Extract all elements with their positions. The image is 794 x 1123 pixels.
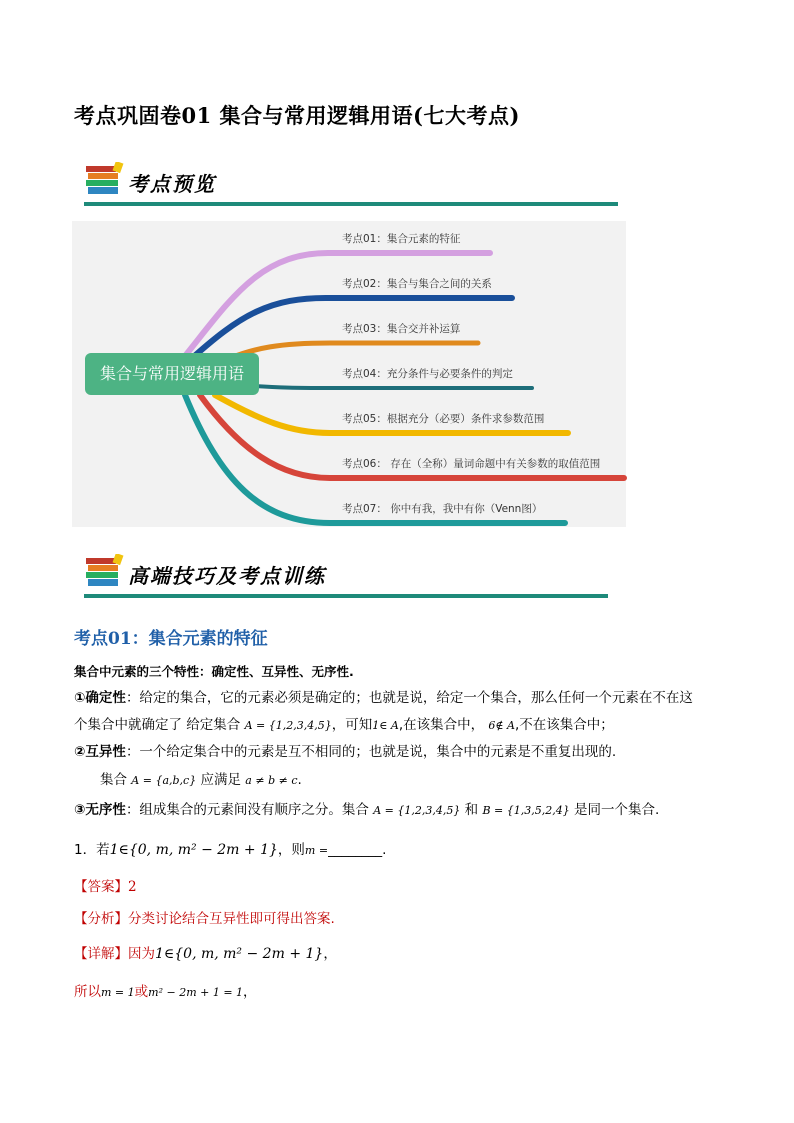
text: ,不在该集合中；: [515, 717, 614, 733]
text: 应满足: [196, 772, 246, 788]
formula: 1∈ A: [372, 719, 399, 732]
mindmap-branch-label: 考点02：集合与集合之间的关系: [342, 278, 492, 290]
term: ①确定性: [74, 690, 126, 706]
term: ②互异性: [74, 744, 126, 760]
mindmap-branch-label: 考点04：充分条件与必要条件的判定: [342, 368, 513, 380]
text: ,在该集合中，: [398, 717, 489, 733]
answer-value: 2: [128, 879, 137, 895]
mindmap-center-node: 集合与常用逻辑用语: [85, 353, 259, 395]
formula: 6∉ A: [488, 719, 516, 732]
formula: m =: [304, 844, 329, 857]
text: 是同一个集合.: [569, 802, 660, 818]
solution-line: [74, 982, 257, 1003]
paragraph-unordered: [74, 800, 659, 821]
text: ，: [243, 984, 257, 1000]
text: ：给定的集合，它的元素必须是确定的；也就是说，给定一个集合，那么任何一个元素在不在这: [125, 690, 693, 706]
intro-text: 集合中元素的三个特性：确定性、互异性、无序性.: [74, 664, 354, 679]
text: 集合: [100, 772, 132, 788]
detail-line: [74, 944, 337, 964]
detail-tag: 【详解】: [74, 946, 128, 962]
text: 或: [134, 984, 149, 1000]
mindmap-branch-label: 考点01：集合元素的特征: [342, 233, 461, 245]
formula: A = {1,2,3,4,5}: [244, 719, 332, 732]
formula: A = {1,2,3,4,5}: [373, 804, 461, 817]
paragraph-distinctness-example: [100, 770, 302, 791]
formula: m² − 2m + 1 = 1: [148, 986, 244, 999]
text: 个集合中就确定了 给定集合: [74, 717, 245, 733]
training-banner: [84, 550, 608, 598]
answer-blank: ________: [328, 842, 383, 858]
detail-text: 因为: [128, 946, 155, 962]
books-icon: [84, 554, 124, 588]
text: .: [297, 772, 302, 788]
section-title: 考点01：集合元素的特征: [74, 629, 268, 649]
text: ：一个给定集合中的元素是互不相同的；也就是说，集合中的元素是不重复出现的.: [125, 744, 617, 760]
text: ，则: [277, 842, 305, 858]
formula: B = {1,3,5,2,4}: [482, 804, 570, 817]
paragraph-determinacy: [74, 688, 693, 708]
formula: 1∈{0, m, m² − 2m + 1}: [109, 842, 278, 858]
training-banner-text: 高端技巧及考点训练: [128, 564, 326, 588]
mindmap-branch-label: 考点05：根据充分（必要）条件求参数范围: [342, 413, 545, 425]
answer-tag: 【答案】: [74, 879, 128, 895]
text: .: [382, 842, 387, 858]
formula: m = 1: [101, 986, 135, 999]
document-title: 考点巩固卷01 集合与常用逻辑用语(七大考点): [74, 103, 520, 128]
preview-banner-text: 考点预览: [128, 172, 216, 196]
mindmap-branch-label: 考点03：集合交并补运算: [342, 323, 461, 335]
formula: A = {a,b,c}: [131, 774, 197, 787]
question-1: [74, 840, 386, 861]
analysis-tag: 【分析】: [74, 911, 128, 927]
term: ③无序性: [74, 802, 126, 818]
text: 所以: [74, 984, 101, 1000]
answer-line: [74, 877, 137, 897]
mindmap-branch-label: 考点07： 你中有我，我中有你（Venn图）: [342, 503, 543, 515]
analysis-text: 分类讨论结合互异性即可得出答案.: [128, 911, 335, 927]
text: ，: [323, 946, 337, 962]
divider: [84, 594, 608, 598]
mindmap-branch-label: 考点06： 存在（全称）量词命题中有关参数的取值范围: [342, 458, 601, 470]
branch-4: [240, 385, 532, 388]
paragraph-determinacy-cont: [74, 715, 614, 736]
formula: a ≠ b ≠ c: [245, 774, 298, 787]
formula: 1∈{0, m, m² − 2m + 1}: [155, 946, 324, 962]
paragraph-distinctness: [74, 742, 616, 762]
analysis-line: [74, 909, 335, 929]
question-number: 1．若: [74, 842, 110, 858]
text: ：组成集合的元素间没有顺序之分。集合: [125, 802, 374, 818]
text: ，可知: [331, 717, 373, 733]
text: 和: [460, 802, 483, 818]
